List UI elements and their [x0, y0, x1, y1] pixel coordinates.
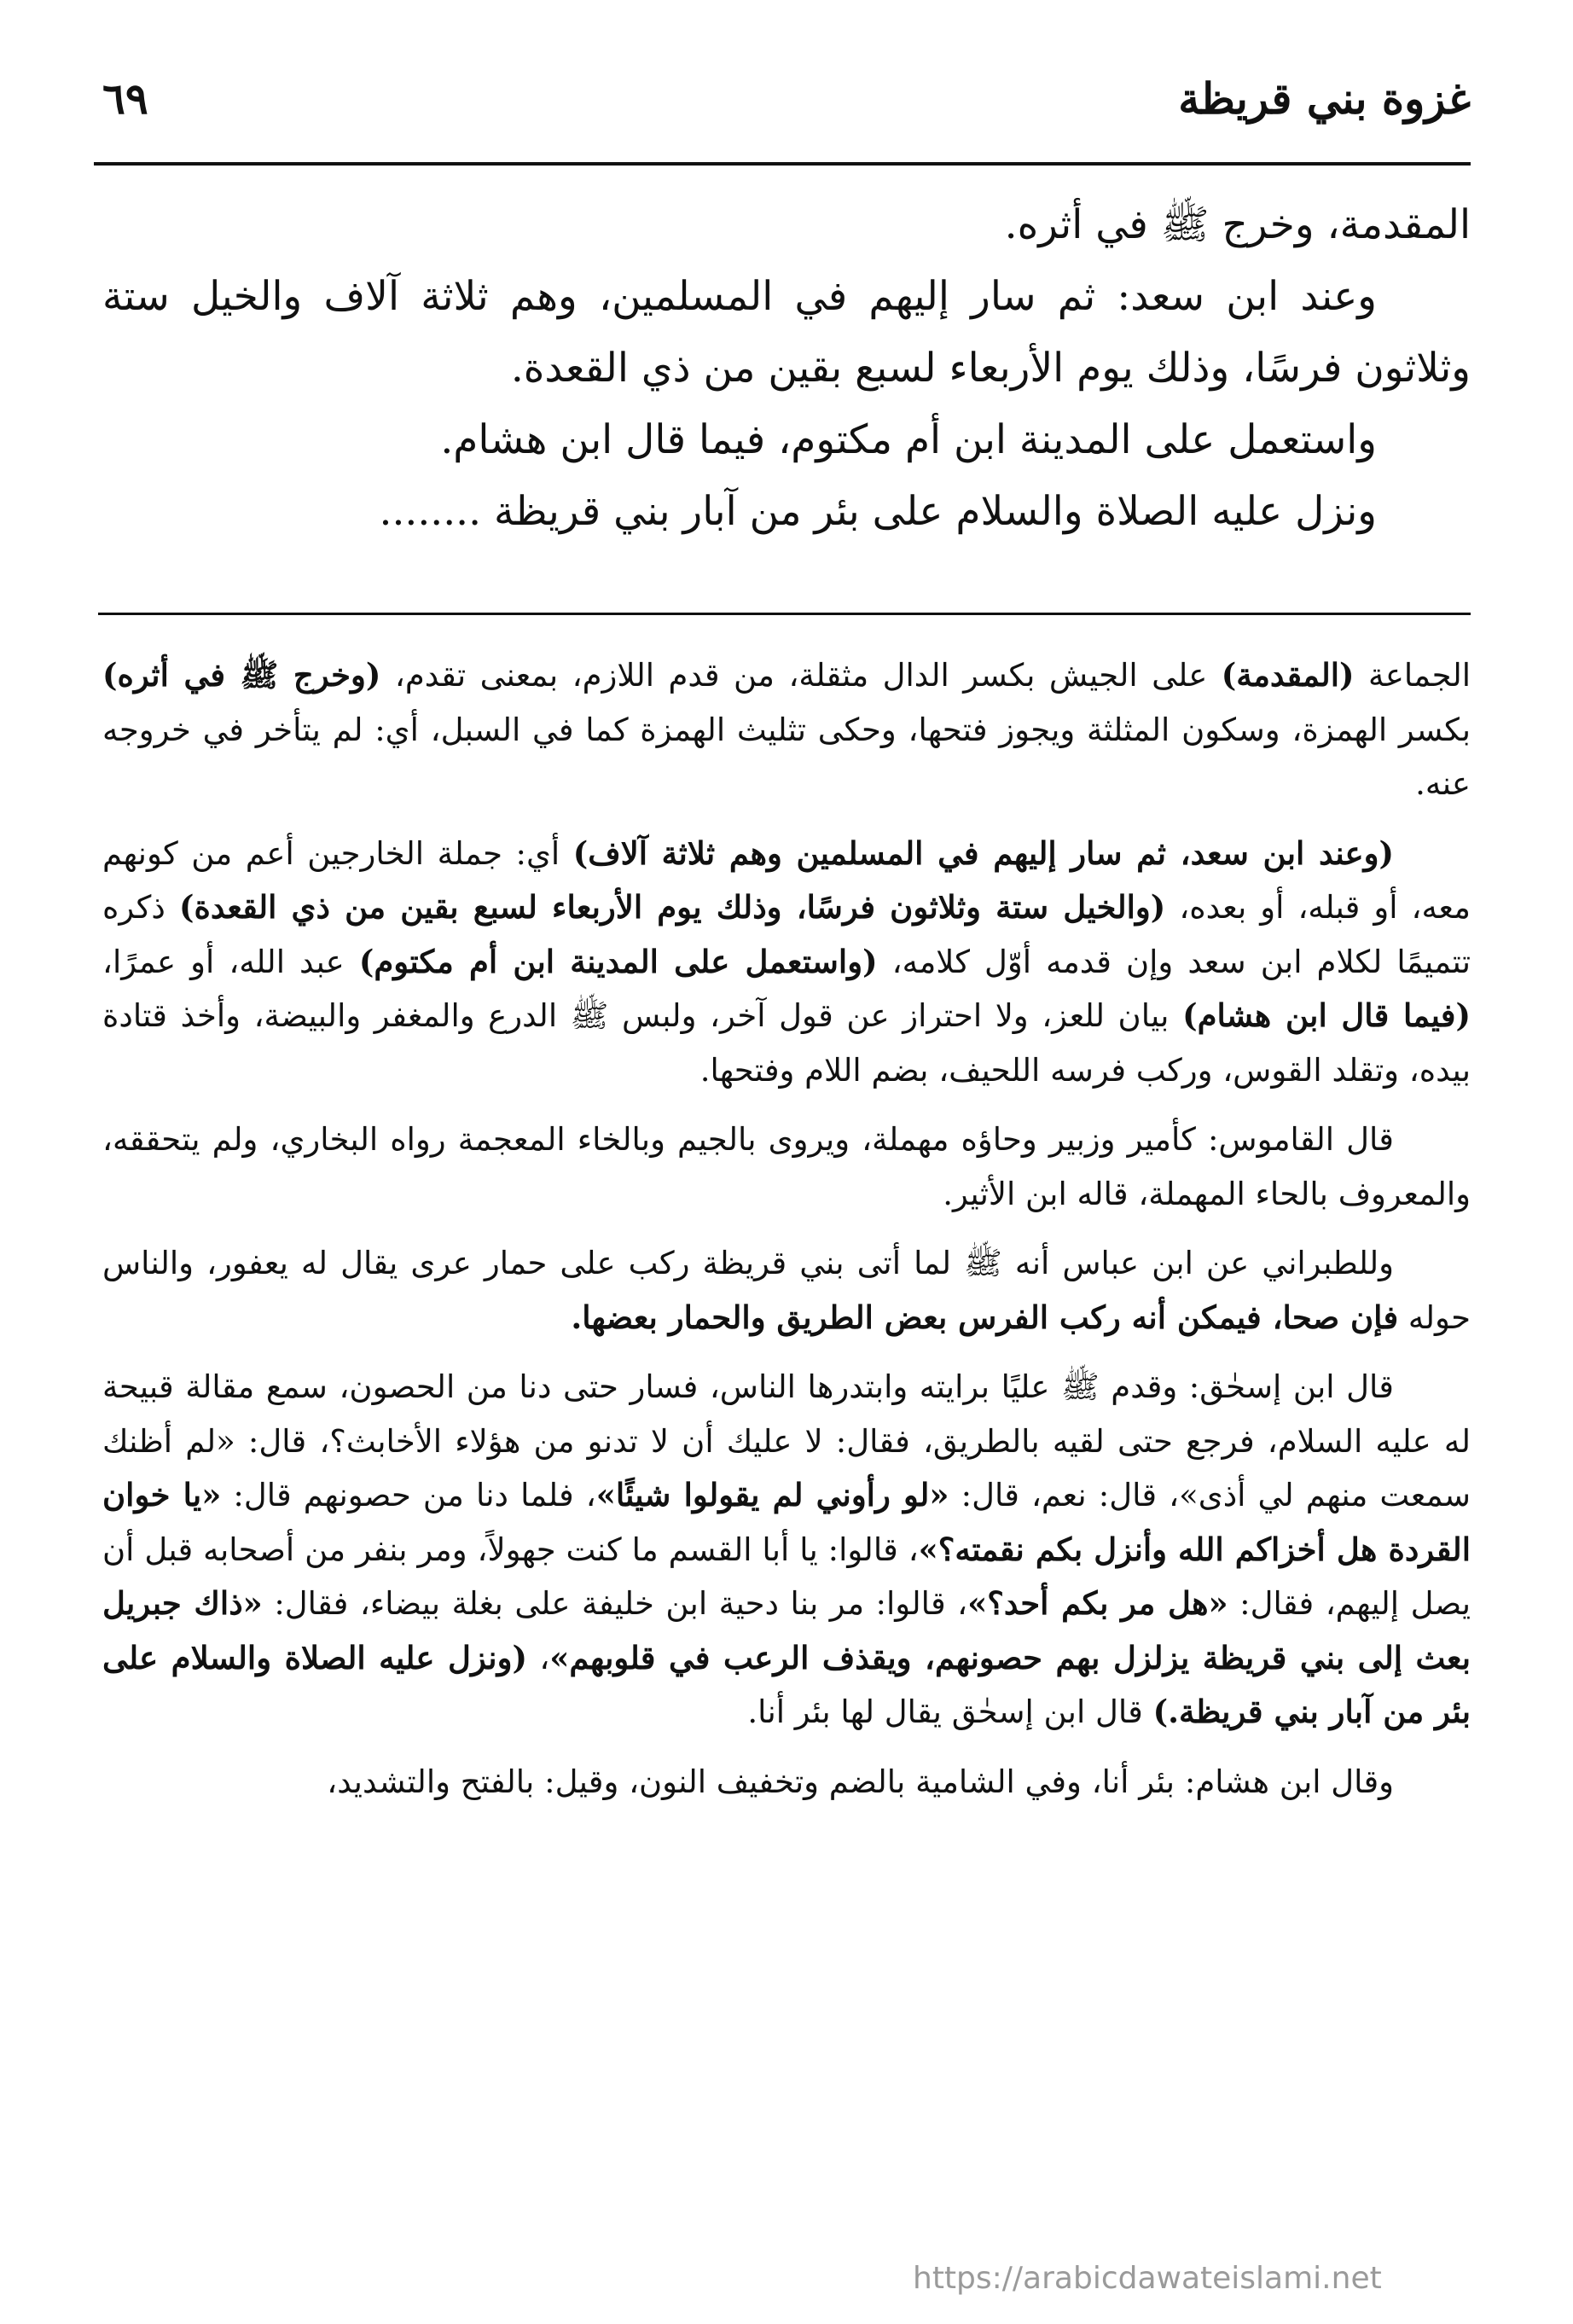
- continuation-dots: ........: [379, 488, 482, 535]
- c5-text-1: قال ابن إسحٰق: وقدم ﷺ عليًا برايته وابتدرها الناس، فسار حتى دنا من الحصون، سمع مقالة قبيحة له عليه السلام، فرجع حتى لقيه بالطريق، فقال: لا عليك أن لا تدنو من هؤلاء الأخابث؟، قال: «لم أظنك سمعت منهم لي أذى»، قال: نعم، قال:: [102, 1368, 1471, 1514]
- c5-text-4: ، قالوا: مر بنا دحية ابن خليفة على بغلة بيضاء، فقال:: [262, 1585, 968, 1622]
- c5-quote-4: «ذاك جبريل بعث إلى بني قريظة يزلزل بهم حصونهم، ويقذف الرعب في قلوبهم»: [102, 1584, 1471, 1676]
- c5-text-6: قال ابن إسحٰق يقال لها بئر أنا.: [747, 1694, 1153, 1730]
- text-separator-rule: [98, 613, 1471, 615]
- c4-bold-1: فإن صحا، فيمكن أنه ركب الفرس بعض الطريق والحمار بعضها.: [571, 1298, 1399, 1336]
- c1-quote-1: (المقدمة): [1221, 656, 1355, 694]
- c5-quote-3: «هل مر بكم أحد؟»: [967, 1584, 1228, 1622]
- c2-quote-3: (واستعمل على المدينة ابن أم مكتوم): [358, 942, 878, 980]
- main-paragraph-4: [102, 476, 1471, 548]
- c5-quote-2: «يا خوان القردة هل أخزاكم الله وأنزل بكم نقمته؟»: [102, 1476, 1471, 1568]
- c1-text-1: الجماعة: [1354, 657, 1471, 694]
- c2-text-2: ذكره تتميمًا لكلام ابن سعد وإن قدمه أوّل كلامه،: [102, 889, 1471, 980]
- c5-quote-5: (ونزل عليه الصلاة والسلام على بئر من آبار بني قريظة.): [102, 1638, 1471, 1730]
- page-header: [102, 67, 1471, 135]
- page-number: ٦٩: [102, 73, 148, 124]
- commentary-paragraph-2: [102, 827, 1471, 1098]
- commentary-paragraph-4: [102, 1236, 1471, 1345]
- header-rule: [94, 162, 1471, 166]
- main-paragraph-3: واستعمل على المدينة ابن أم مكتوم، فيما قال ابن هشام.: [440, 416, 1377, 463]
- c1-quote-2: (وخرج ﷺ في أثره): [102, 656, 381, 694]
- c5-text-3: ، قالوا: يا أبا القسم ما كنت جهولاً، ومر بنفر من أصحابه قبل أن يصل إليهم، فقال:: [102, 1531, 1471, 1622]
- watermark-url: https://arabicdawateislami.net: [913, 2261, 1382, 2296]
- c2-text-4: بيان للعز، ولا احتراز عن قول آخر، ولبس ﷺ الدرع والمغفر والبيضة، وأخذ قتادة بيده، وتقلد القوس، وركب فرسه اللحيف، بضم اللام وفتحها.: [102, 997, 1471, 1089]
- c2-quote-1: (وعند ابن سعد، ثم سار إليهم في المسلمين وهم ثلاثة آلاف): [572, 834, 1394, 872]
- c2-quote-2: (والخيل ستة وثلاثون فرسًا، وذلك يوم الأربعاء لسبع بقين من ذي القعدة): [178, 888, 1166, 926]
- commentary-paragraph-6: وقال ابن هشام: بئر أنا، وفي الشامية بالضم وتخفيف النون، وقيل: بالفتح والتشديد،: [327, 1763, 1394, 1800]
- c5-text-2: ، فلما دنا من حصونهم قال:: [221, 1477, 596, 1514]
- commentary: [102, 648, 1471, 1824]
- commentary-paragraph-1: [102, 648, 1471, 811]
- main-paragraph-1: المقدمة، وخرج ﷺ في أثره.: [1004, 201, 1471, 248]
- c5-text-5: ،: [526, 1639, 550, 1676]
- c4-text-1: وللطبراني عن ابن عباس أنه ﷺ لما أتى بني قريظة ركب على حمار عرى يقال له يعفور، والناس حوله: [102, 1245, 1471, 1336]
- commentary-paragraph-3: قال القاموس: كأمير وزبير وحاؤه مهملة، ويروى بالجيم وبالخاء المعجمة رواه البخاري، ولم يتحققه، والمعروف بالحاء المهملة، قاله ابن الأثير.: [102, 1121, 1471, 1212]
- c2-text-1: أي: جملة الخارجين أعم من كونهم معه، أو قبله، أو بعده،: [102, 834, 1471, 926]
- c2-text-3: عبد الله، أو عمرًا،: [102, 943, 359, 980]
- c5-quote-1: «لو رأوني لم يقولوا شيئًا»: [595, 1476, 949, 1514]
- main-paragraph-4-text: ونزل عليه الصلاة والسلام على بئر من آبار بني قريظة: [493, 488, 1377, 535]
- commentary-paragraph-5: [102, 1360, 1471, 1740]
- c1-text-2: على الجيش بكسر الدال مثقلة، من قدم اللازم، بمعنى تقدم،: [380, 657, 1222, 694]
- running-title: غزوة بني قريظة: [1178, 73, 1471, 124]
- c2-quote-4: (فيما قال ابن هشام): [1182, 996, 1471, 1034]
- main-text: [102, 189, 1471, 548]
- main-paragraph-2: وعند ابن سعد: ثم سار إليهم في المسلمين، وهم ثلاثة آلاف والخيل ستة وثلاثون فرسًا، وذلك يوم الأربعاء لسبع بقين من ذي القعدة.: [102, 273, 1471, 392]
- c1-text-3: بكسر الهمزة، وسكون المثلثة ويجوز فتحها، وحكى تثليث الهمزة كما في السبل، أي: لم يتأخر في خروجه عنه.: [102, 711, 1471, 802]
